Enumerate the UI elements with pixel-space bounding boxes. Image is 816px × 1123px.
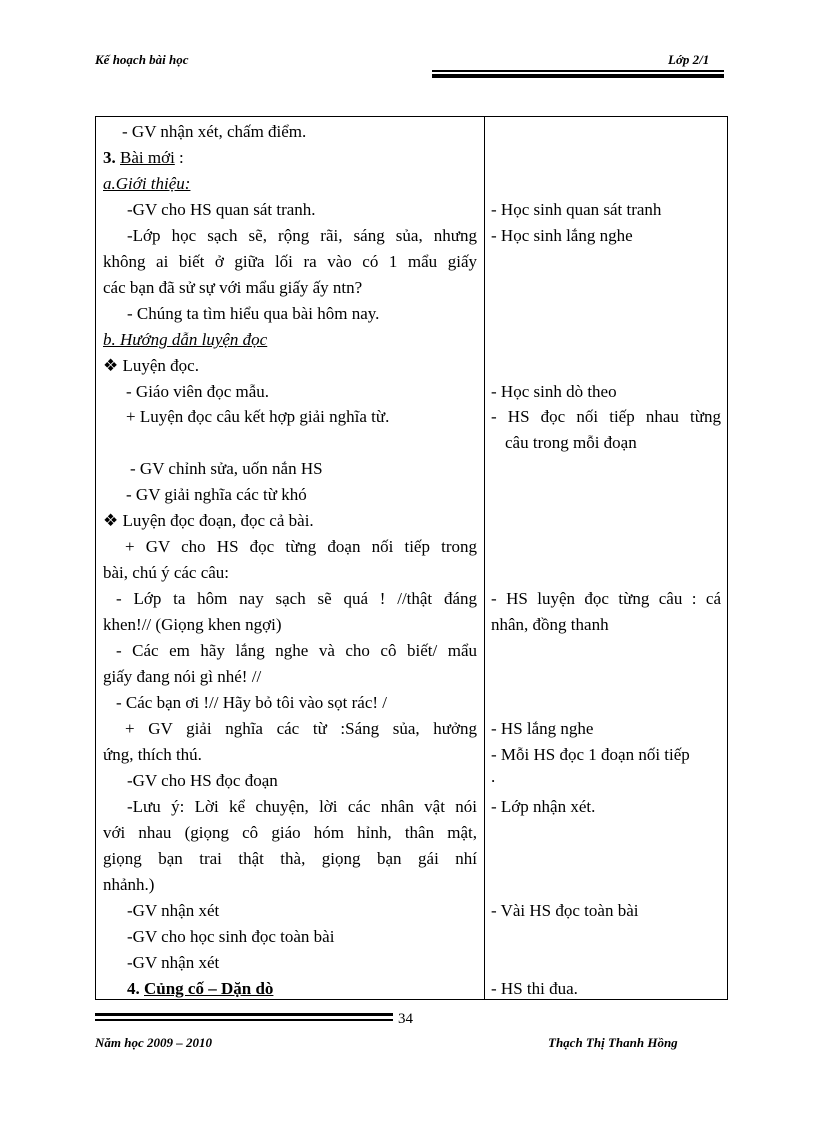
right-line: - HS thi đua. — [491, 979, 578, 998]
subsection-heading: a.Giới thiệu: — [103, 174, 191, 193]
table-column-divider — [484, 116, 485, 1000]
left-line: - GV nhận xét, chấm điểm. — [122, 122, 307, 141]
right-line: - Mỗi HS đọc 1 đoạn nối tiếp — [491, 745, 690, 764]
left-line: -GV nhận xét — [127, 953, 220, 972]
bullet-heading: ❖ Luyện đọc đoạn, đọc cả bài. — [103, 511, 314, 530]
left-line: - Các em hãy lắng nghe và cho cô biết/ mẩu — [116, 641, 477, 660]
section-heading — [103, 148, 184, 168]
section-colon: : — [174, 148, 184, 167]
right-line: - Học sinh dò theo — [491, 382, 617, 401]
header-rule-thick — [432, 74, 724, 78]
left-line: giọng bạn trai thật thà, giọng bạn gái nhí — [103, 849, 477, 868]
right-line: - HS luyện đọc từng câu : cá — [491, 589, 721, 608]
section-title: Bài mới — [120, 148, 175, 167]
left-line: không ai biết ở giữa lối ra vào có 1 mẩu giấy — [103, 252, 477, 271]
section-title: Củng cố – Dặn dò — [144, 979, 274, 998]
page-number: 34 — [398, 1011, 413, 1027]
right-line: - Lớp nhận xét. — [491, 797, 596, 816]
footer-author: Thạch Thị Thanh Hồng — [548, 1035, 678, 1050]
header-rule-thin — [432, 70, 724, 72]
section-number: 3. — [103, 148, 120, 167]
left-line: - Lớp ta hôm nay sạch sẽ quá ! //thật đáng — [116, 589, 477, 608]
right-line: câu trong mỗi đoạn — [505, 433, 637, 452]
right-line: - Học sinh quan sát tranh — [491, 200, 662, 219]
left-line: - GV giải nghĩa các từ khó — [126, 485, 307, 504]
footer-rule-thick — [95, 1013, 393, 1016]
bullet-heading: ❖ Luyện đọc. — [103, 356, 199, 375]
left-line: các bạn đã sử sự với mẩu giấy ấy ntn? — [103, 278, 363, 297]
left-line: -Lưu ý: Lời kể chuyện, lời các nhân vật nói — [127, 797, 477, 816]
left-line: giấy đang nói gì nhé! // — [103, 667, 262, 686]
left-line: với nhau (giọng cô giáo hóm hỉnh, thân mật, — [103, 823, 477, 842]
left-line: khen!// (Giọng khen ngợi) — [103, 615, 282, 634]
subsection-heading: b. Hướng dẫn luyện đọc — [103, 330, 268, 349]
left-line: bài, chú ý các câu: — [103, 563, 230, 582]
section-number: 4. — [127, 979, 144, 998]
footer-rule-thin — [95, 1019, 393, 1021]
header-title: Kế hoạch bài học — [95, 52, 189, 67]
section-heading — [127, 979, 273, 999]
left-line: -Lớp học sạch sẽ, rộng rãi, sáng sủa, nhưng — [127, 226, 477, 245]
right-line: nhân, đồng thanh — [491, 615, 609, 634]
right-line: - Học sinh lắng nghe — [491, 226, 633, 245]
left-line: ứng, thích thú. — [103, 745, 202, 764]
right-line: - HS lắng nghe — [491, 719, 594, 738]
left-line: + Luyện đọc câu kết hợp giải nghĩa từ. — [126, 407, 390, 426]
left-line: + GV giải nghĩa các từ :Sáng sủa, hưởng — [125, 719, 477, 738]
left-line: -GV cho HS quan sát tranh. — [127, 200, 316, 219]
left-line: - Giáo viên đọc mẫu. — [126, 382, 270, 401]
left-line: nhảnh.) — [103, 875, 155, 894]
left-line: -GV cho HS đọc đoạn — [127, 771, 278, 790]
right-line: - HS đọc nối tiếp nhau từng — [491, 407, 721, 426]
left-line: -GV cho học sinh đọc toàn bài — [127, 927, 335, 946]
left-line: + GV cho HS đọc từng đoạn nối tiếp trong — [125, 537, 477, 556]
right-line: . — [491, 767, 496, 786]
left-line: - GV chỉnh sửa, uốn nắn HS — [130, 459, 323, 478]
left-line: - Các bạn ơi !// Hãy bỏ tôi vào sọt rác! / — [116, 693, 387, 712]
right-line: - Vài HS đọc toàn bài — [491, 901, 639, 920]
footer-school-year: Năm học 2009 – 2010 — [95, 1035, 212, 1050]
left-line: -GV nhận xét — [127, 901, 220, 920]
header-class: Lớp 2/1 — [668, 52, 710, 67]
left-line: - Chúng ta tìm hiểu qua bài hôm nay. — [127, 304, 380, 323]
